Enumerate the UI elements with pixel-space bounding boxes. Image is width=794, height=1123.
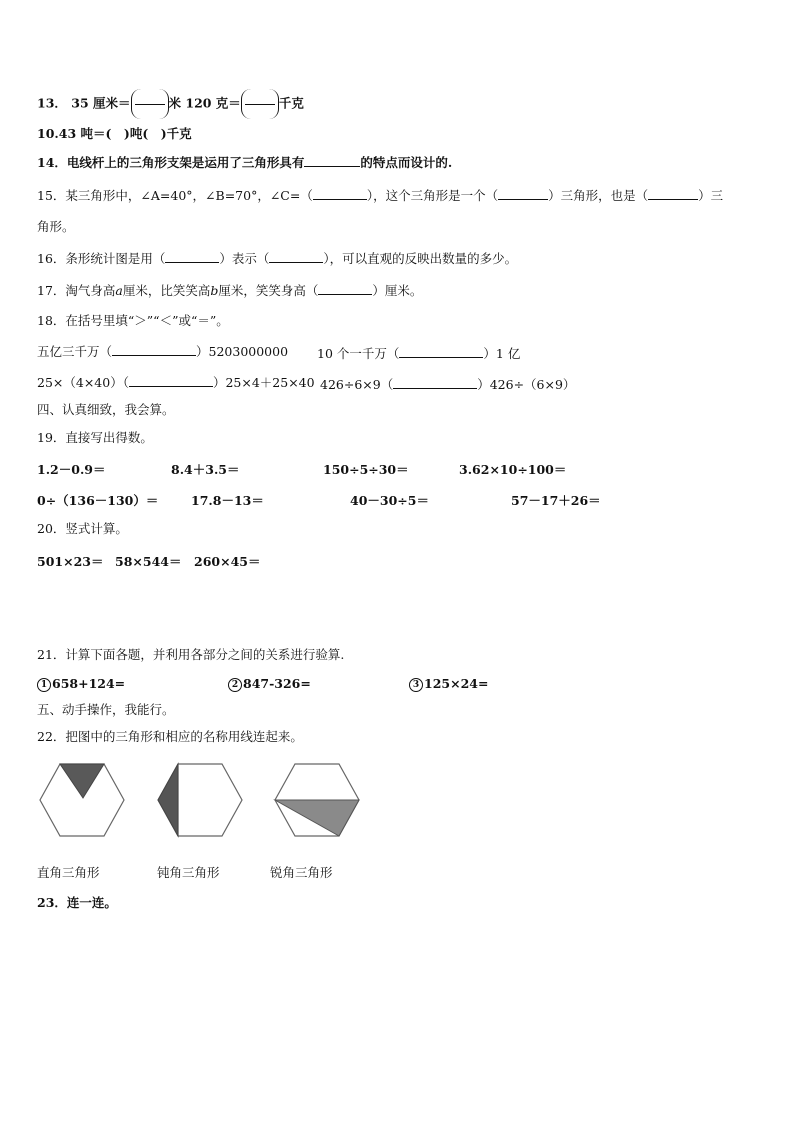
q23-title: 23．连一连。	[37, 895, 117, 910]
q15-text-b: ），这个三角形是一个（	[366, 188, 499, 203]
q17-text-a: 17．淘气身高	[37, 283, 116, 298]
q18-r1-c: 10 个一千万（	[317, 346, 400, 361]
q18-r1-b: ）5203000000	[196, 344, 289, 359]
q19-item: 17.8－13＝	[191, 493, 264, 508]
q16-text-c: ），可以直观的反映出数量的多少。	[323, 251, 518, 266]
q17	[37, 283, 422, 299]
q13-text-b: 米 120 克＝	[168, 95, 241, 111]
fraction-blank[interactable]	[241, 89, 279, 119]
hexagon-figure-acute-triangle	[273, 762, 361, 838]
answer-blank[interactable]	[399, 346, 483, 358]
q17-text-b: 厘米，比笑笑高	[122, 283, 211, 298]
q15-line2: 角形。	[37, 219, 75, 234]
label-obtuse-triangle[interactable]: 钝角三角形	[157, 865, 220, 880]
q18-row1	[37, 344, 288, 360]
section-4-heading: 四、认真细致，我会算。	[37, 402, 175, 417]
answer-blank[interactable]	[318, 283, 372, 295]
q14-text-b: 的特点而设计的.	[360, 155, 453, 170]
circled-number-1: 1	[37, 678, 51, 692]
answer-blank[interactable]	[165, 251, 219, 263]
circled-number-2: 2	[228, 678, 242, 692]
q15-text-d: ）三	[698, 188, 724, 203]
q19-title: 19．直接写出得数。	[37, 430, 153, 445]
q19-item: 57－17＋26＝	[511, 493, 601, 508]
q19-item: 40－30÷5＝	[350, 493, 429, 508]
q19-item: 8.4＋3.5＝	[171, 462, 240, 477]
q21-item-2	[228, 676, 311, 692]
q13-line1	[37, 89, 304, 119]
q18-r2-a: 25×（4×40）（	[37, 375, 129, 390]
q21-item-1	[37, 676, 125, 692]
q17-var-a: a	[115, 283, 123, 298]
answer-blank[interactable]	[269, 251, 323, 263]
q18-row1-right	[317, 344, 520, 362]
q21-expr-1: 658+124=	[52, 676, 126, 691]
q19-item: 3.62×10÷100＝	[459, 462, 567, 477]
q16	[37, 251, 517, 267]
hexagon-figure-right-triangle	[38, 762, 126, 838]
q20-item: 260×45＝	[194, 554, 261, 569]
circled-number-3: 3	[409, 678, 423, 692]
q13-text-a: 35 厘米＝	[71, 95, 131, 111]
label-right-triangle[interactable]: 直角三角形	[37, 865, 100, 880]
q21-expr-2: 847-326=	[243, 676, 311, 691]
section-5-heading: 五、动手操作，我能行。	[37, 702, 175, 717]
q18-r1-a: 五亿三千万（	[37, 344, 113, 359]
q18-title: 18．在括号里填“＞”“＜”或“＝”。	[37, 313, 229, 328]
q15-line1	[37, 188, 723, 204]
q19-item: 150÷5÷30＝	[323, 462, 409, 477]
q15-text-a: 15．某三角形中，∠A=40°，∠B=70°，∠C=（	[37, 188, 313, 203]
q15-text-c: ）三角形，也是（	[548, 188, 649, 203]
q21-title: 21．计算下面各题，并利用各部分之间的关系进行验算.	[37, 647, 345, 662]
q18-r2-d: ）426÷（6×9）	[477, 377, 576, 392]
fraction-blank[interactable]	[131, 89, 169, 119]
q17-text-c: 厘米，笑笑身高（	[218, 283, 319, 298]
q17-text-d: ）厘米。	[372, 283, 423, 298]
answer-blank[interactable]	[313, 188, 367, 200]
q20-title: 20．竖式计算。	[37, 521, 128, 536]
q16-text-b: ）表示（	[219, 251, 270, 266]
q19-item: 0÷（136－130）＝	[37, 493, 159, 508]
q18-row2	[37, 375, 315, 391]
q13-text-c: 千克	[278, 95, 304, 111]
q21-expr-3: 125×24=	[424, 676, 489, 691]
q20-item: 58×544＝	[115, 554, 182, 569]
q16-text-a: 16．条形统计图是用（	[37, 251, 166, 266]
answer-blank[interactable]	[129, 375, 213, 387]
hexagon-figure-obtuse-triangle	[156, 762, 244, 838]
q14	[37, 155, 452, 171]
q20-item: 501×23＝	[37, 554, 104, 569]
q13-line2: 10.43 吨＝( )吨( )千克	[37, 126, 192, 141]
answer-blank[interactable]	[112, 344, 196, 356]
answer-blank[interactable]	[393, 377, 477, 389]
q18-r2-b: ）25×4＋25×40	[212, 375, 315, 390]
answer-blank[interactable]	[498, 188, 548, 200]
q21-item-3	[409, 676, 488, 692]
answer-blank[interactable]	[304, 155, 360, 167]
q22-title: 22．把图中的三角形和相应的名称用线连起来。	[37, 729, 303, 744]
q14-text-a: 14．电线杆上的三角形支架是运用了三角形具有	[37, 155, 305, 170]
q17-var-b: b	[210, 283, 219, 298]
q18-r2-c: 426÷6×9（	[320, 377, 394, 392]
label-acute-triangle[interactable]: 锐角三角形	[270, 865, 333, 880]
q13-number: 13．	[37, 95, 67, 111]
q18-r1-d: ）1 亿	[483, 346, 521, 361]
q19-item: 1.2－0.9＝	[37, 462, 106, 477]
q18-row2-right	[320, 375, 575, 393]
answer-blank[interactable]	[648, 188, 698, 200]
